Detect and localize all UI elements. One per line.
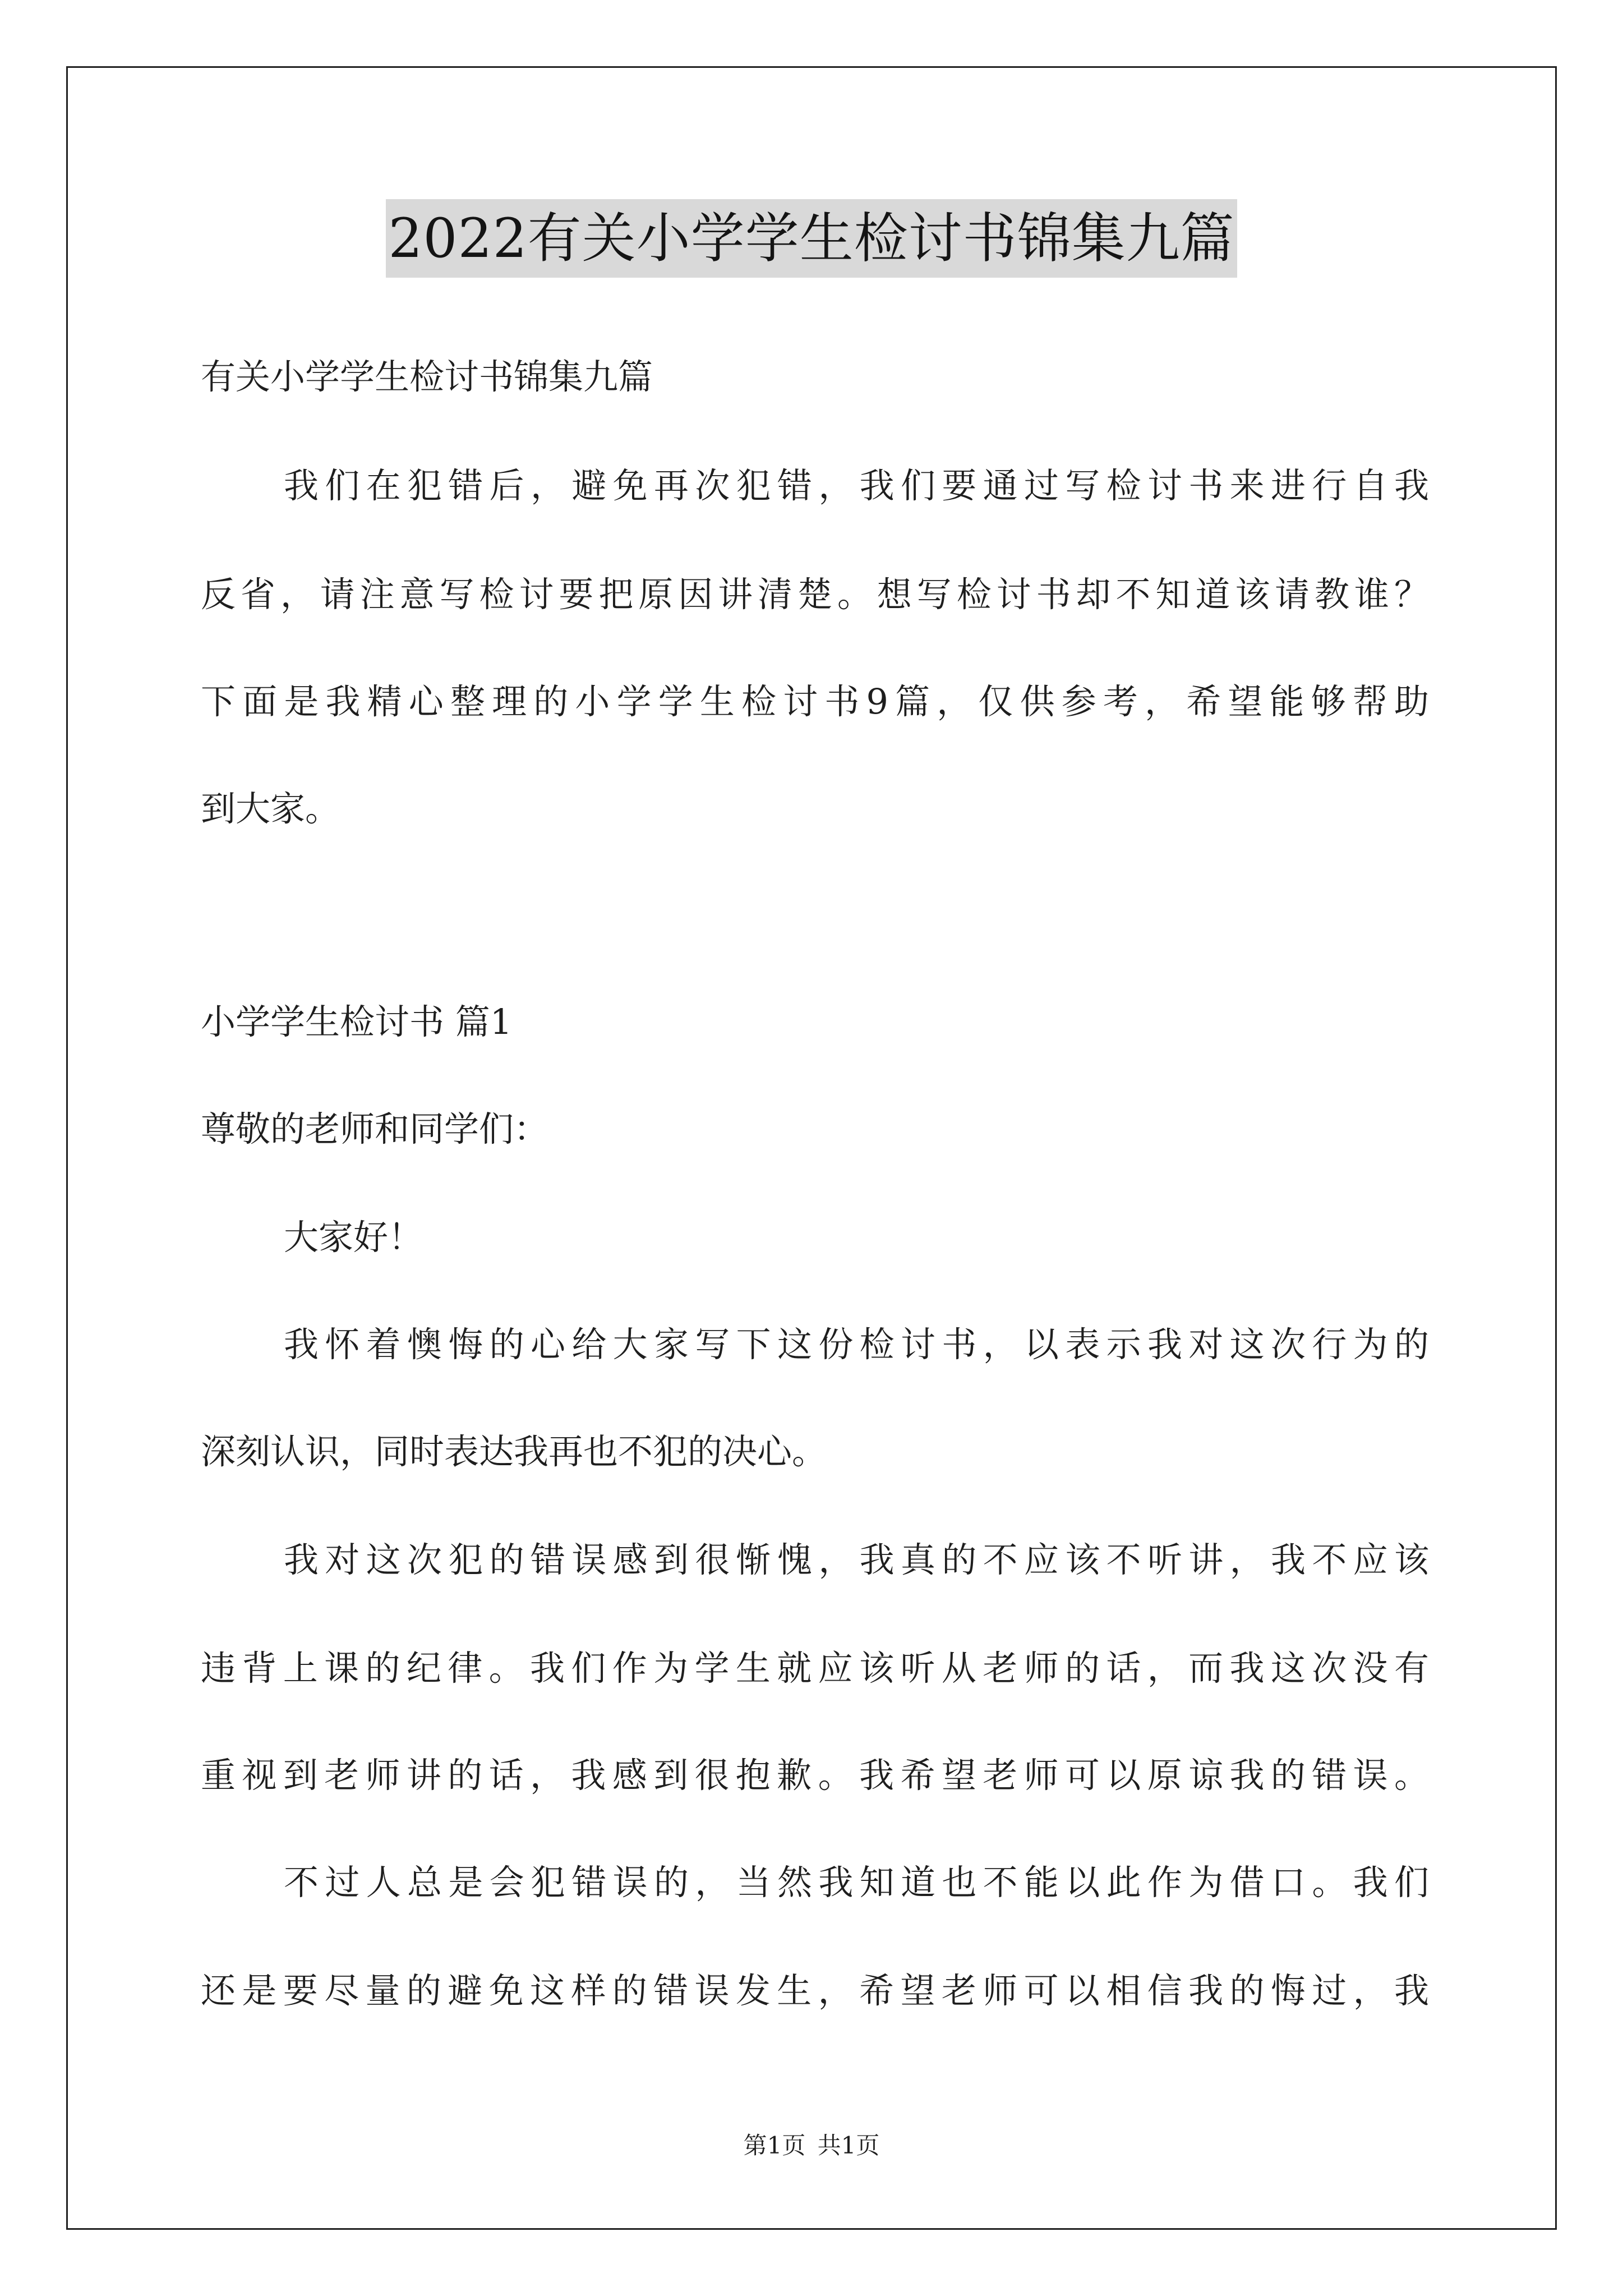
- paragraph-line: 我们在犯错后，避免再次犯错，我们要通过写检讨书来进行自我: [284, 465, 1429, 506]
- paragraph-line: 我对这次犯的错误感到很惭愧，我真的不应该不听讲，我不应该: [284, 1539, 1429, 1580]
- paragraph-line: 违背上课的纪律。我们作为学生就应该听从老师的话，而我这次没有: [201, 1648, 1429, 1688]
- section-heading: 小学学生检讨书 篇1: [201, 1001, 513, 1042]
- paragraph-line: 我怀着懊悔的心给大家写下这份检讨书，以表示我对这次行为的: [284, 1324, 1429, 1365]
- paragraph-line: 反省，请注意写检讨要把原因讲清楚。想写检讨书却不知道该请教谁？: [201, 574, 1429, 615]
- title-container: [0, 199, 1623, 278]
- paragraph-line: 深刻认识，同时表达我再也不犯的决心。: [201, 1431, 827, 1472]
- paragraph-line: 重视到老师讲的话，我感到很抱歉。我希望老师可以原谅我的错误。: [201, 1755, 1429, 1796]
- salutation-line: 尊敬的老师和同学们：: [201, 1108, 549, 1149]
- document-title: 2022有关小学学生检讨书锦集九篇: [386, 199, 1237, 278]
- paragraph-line: 到大家。: [201, 788, 340, 829]
- paragraph-line: 不过人总是会犯错误的，当然我知道也不能以此作为借口。我们: [284, 1862, 1429, 1903]
- paragraph-line: 还是要尽量的避免这样的错误发生，希望老师可以相信我的悔过，我: [201, 1970, 1429, 2011]
- paragraph-line: 下面是我精心整理的小学学生检讨书9篇，仅供参考，希望能够帮助: [201, 681, 1429, 722]
- subtitle-line: 有关小学学生检讨书锦集九篇: [201, 356, 653, 397]
- greeting-line: 大家好！: [284, 1217, 423, 1258]
- page-footer: 第1页 共1页: [743, 2132, 880, 2159]
